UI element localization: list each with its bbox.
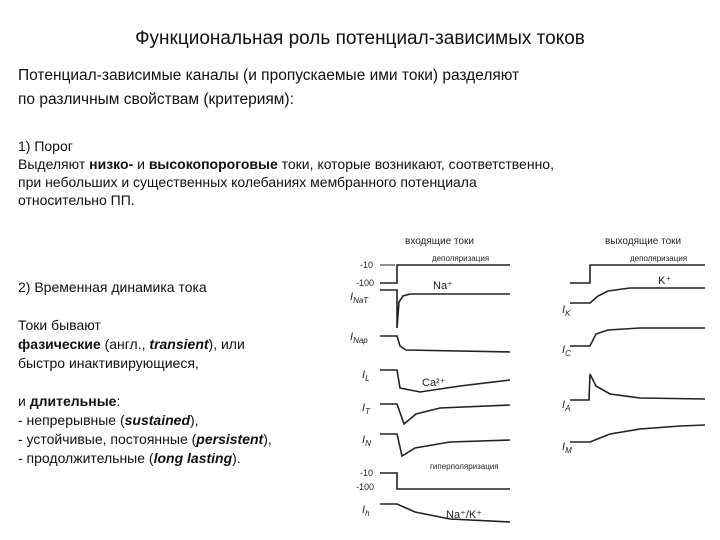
intro-line-1: Потенциал-зависимые каналы (и пропускаемые ими токи) разделяют	[18, 67, 520, 84]
slide-title: Функциональная роль потенциал-зависимых токов	[135, 28, 585, 49]
section-threshold-line-3: относительно ПП.	[18, 192, 135, 208]
depolarization-label-right: деполяризация	[630, 254, 688, 263]
label-inap: Nap	[353, 336, 368, 345]
text-fragment: - продолжительные (	[18, 450, 154, 466]
text-fragment: и	[18, 393, 30, 409]
bold-term-high: высокопороговые	[148, 156, 278, 172]
svg-text:Ih: $I_h$	[362, 504, 370, 518]
bold-term-long: длительные	[29, 393, 117, 409]
text-fragment: Выделяют	[18, 156, 90, 172]
label-ic: C	[565, 349, 571, 358]
inward-currents-header: входящие токи	[405, 236, 474, 247]
term-sustained: sustained	[124, 412, 190, 428]
ion-label-na: Na⁺	[433, 280, 453, 292]
voltage-label-minus100-hyperpol: -100	[356, 482, 375, 492]
label-ih: h	[365, 509, 370, 518]
text-fragment: (англ.,	[100, 336, 150, 352]
svg-text:IN: $I_N$	[362, 434, 371, 448]
trace-inap	[350, 331, 510, 352]
bold-term-low: низко-	[89, 156, 134, 172]
trace-ih	[362, 504, 510, 522]
svg-text:INaT: $I_{NaT}$	[350, 291, 369, 305]
ion-label-ca: Ca²⁺	[422, 377, 446, 389]
list-item-long-lasting	[18, 449, 353, 468]
list-item-persistent	[18, 430, 353, 449]
svg-text:IC: $I_C$	[562, 344, 571, 358]
hyperpolarization-label: гиперполяризация	[430, 462, 499, 471]
term-transient: transient	[149, 336, 209, 352]
label-il: L	[365, 374, 370, 383]
outward-currents-header: выходящие токи	[605, 236, 682, 247]
ion-label-k: K⁺	[658, 275, 672, 287]
voltage-step-right	[570, 254, 705, 283]
text-fragment: и	[133, 156, 149, 172]
types-label: Токи бывают	[18, 317, 101, 333]
voltage-label-minus10-hyperpol: -10	[360, 468, 374, 478]
text-fragment: ).	[232, 450, 241, 466]
text-fragment: ), или	[208, 336, 245, 352]
text-fragment: токи, которые возникают, соответственно,	[277, 156, 554, 172]
svg-text:IM: $I_M$	[562, 441, 572, 455]
label-ia: A	[565, 404, 571, 413]
svg-text:IK: $I_K$	[562, 304, 571, 318]
label-im: M	[565, 446, 572, 455]
section-dynamics	[18, 278, 353, 468]
label-in: N	[365, 439, 371, 448]
trace-ic	[562, 328, 705, 358]
current-traces-figure	[340, 228, 715, 538]
bold-term-phasic: фазические	[18, 336, 101, 352]
svg-text:IL: $I_L$	[362, 369, 370, 383]
term-long-lasting: long lasting	[153, 450, 233, 466]
text-fragment: ),	[190, 412, 199, 428]
intro-line-2: по различным свойствам (критериям):	[18, 91, 294, 108]
section-threshold	[18, 137, 708, 209]
trace-il	[362, 369, 510, 392]
section-threshold-line-1	[18, 155, 708, 173]
voltage-label-minus100: -100	[356, 278, 375, 288]
phasic-line-1	[18, 335, 353, 354]
trace-it	[362, 402, 510, 424]
section-threshold-heading: 1) Порог	[18, 138, 73, 154]
section-threshold-line-2: при небольших и существенных колебаниях мембранного потенциала	[18, 174, 477, 190]
voltage-step-hyperpol	[356, 462, 510, 492]
phasic-line-2: быстро инактивирующиеся,	[18, 355, 199, 371]
label-ik: K	[565, 309, 571, 318]
label-it: T	[365, 407, 370, 416]
section-dynamics-heading: 2) Временная динамика тока	[18, 279, 207, 295]
trace-ik	[562, 275, 705, 318]
label-inat: NaT	[353, 296, 369, 305]
intro-text	[18, 64, 708, 112]
svg-text:INap: $I_{Nap}$	[350, 331, 368, 345]
ion-label-nak: Na⁺/K⁺	[446, 509, 483, 521]
text-fragment: ),	[263, 431, 272, 447]
text-fragment: - непрерывные (	[18, 412, 125, 428]
term-persistent: persistent	[196, 431, 264, 447]
text-fragment: - устойчивые, постоянные (	[18, 431, 197, 447]
voltage-label-minus10: -10	[360, 260, 374, 270]
text-fragment: :	[116, 393, 121, 409]
long-line	[18, 392, 353, 411]
trace-ia	[562, 374, 705, 413]
trace-im	[562, 425, 705, 455]
depolarization-label-left: деполяризация	[432, 254, 490, 263]
trace-in	[362, 434, 510, 456]
list-item-sustained	[18, 411, 353, 430]
svg-text:IA: $I_A$	[562, 399, 571, 413]
svg-text:IT: $I_T$	[362, 402, 370, 416]
